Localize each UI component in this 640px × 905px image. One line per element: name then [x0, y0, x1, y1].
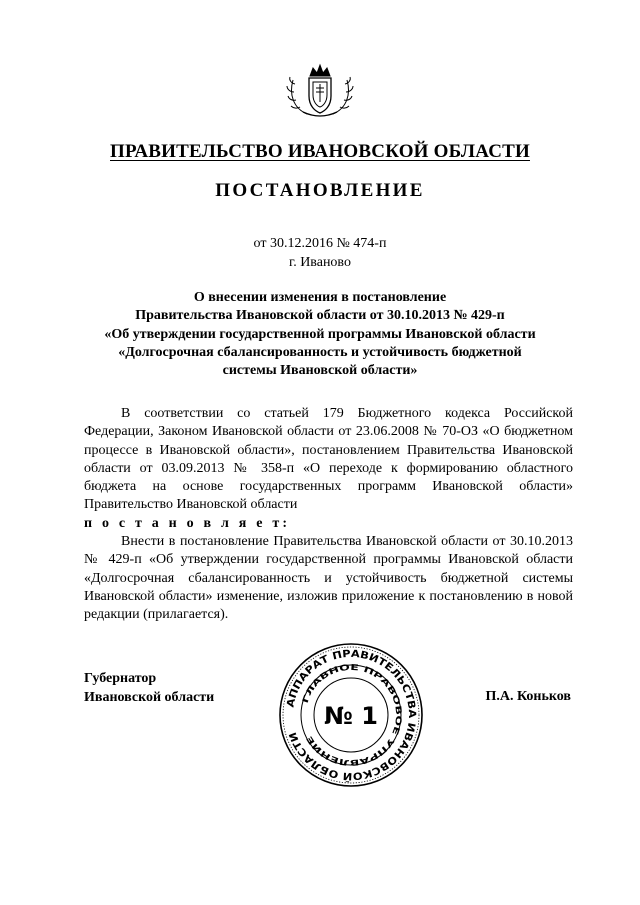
stamp-number: № 1 — [324, 702, 378, 730]
document-date-number: от 30.12.2016 № 474-п — [253, 236, 387, 251]
document-city: г. Иваново — [289, 255, 351, 270]
preamble-paragraph: В соответствии со статьей 179 Бюджетного кодекса Российской Федерации, Законом Ивановской области от 23.06.2008 № 70-ОЗ «О бюджетном процессе в Ивановской области», постановлением Правительства Ивановской области от 03.09.2013 № 358-п «О переходе к формированию областного бюджета на основе государственных программ Ивановской области» Правительство Ивановской области — [84, 406, 573, 513]
official-seal-stamp — [277, 641, 425, 789]
heading-line: Правительства Ивановской области от 30.10.2013 № 429-п — [135, 308, 505, 324]
document-body — [84, 405, 573, 625]
svg-text:АППАРАТ ПРАВИТЕЛЬСТВА ИВАНОВСК: АППАРАТ ПРАВИТЕЛЬСТВА ИВАНОВСКОЙ ОБЛАСТИ — [285, 648, 418, 782]
organization-title: ПРАВИТЕЛЬСТВО ИВАНОВСКОЙ ОБЛАСТИ — [110, 141, 530, 162]
svg-text:ГЛАВНОЕ ПРАВОВОЕ УПРАВЛЕНИЕ: ГЛАВНОЕ ПРАВОВОЕ УПРАВЛЕНИЕ — [300, 662, 404, 768]
document-heading — [60, 289, 580, 380]
heading-line: «Долгосрочная сбалансированность и устойчивость бюджетной — [118, 344, 522, 360]
document-type: ПОСТАНОВЛЕНИЕ — [215, 180, 425, 201]
heading-line: системы Ивановской области» — [222, 363, 418, 379]
signatory-title-line: Губернатор — [84, 671, 157, 686]
signatory-title-line: Ивановской области — [84, 689, 215, 705]
signatory-title — [84, 670, 214, 707]
signatory-name: П.А. Коньков — [485, 689, 571, 704]
decree-word: п о с т а н о в л я е т: — [84, 515, 291, 531]
heading-line: «Об утверждении государственной программы Ивановской области — [104, 326, 536, 342]
heading-line: О внесении изменения в постановление — [193, 290, 447, 305]
resolution-paragraph: Внести в постановление Правительства Ивановской области от 30.10.2013 № 429-п «Об утверждении государственной программы Ивановской области «Долгосрочная сбалансированность и устойчивость бюджетной системы Ивановской области» изменение, изложив приложение к постановлению в новой редакции (прилагается). — [84, 534, 573, 623]
coat-of-arms-icon — [283, 62, 357, 120]
